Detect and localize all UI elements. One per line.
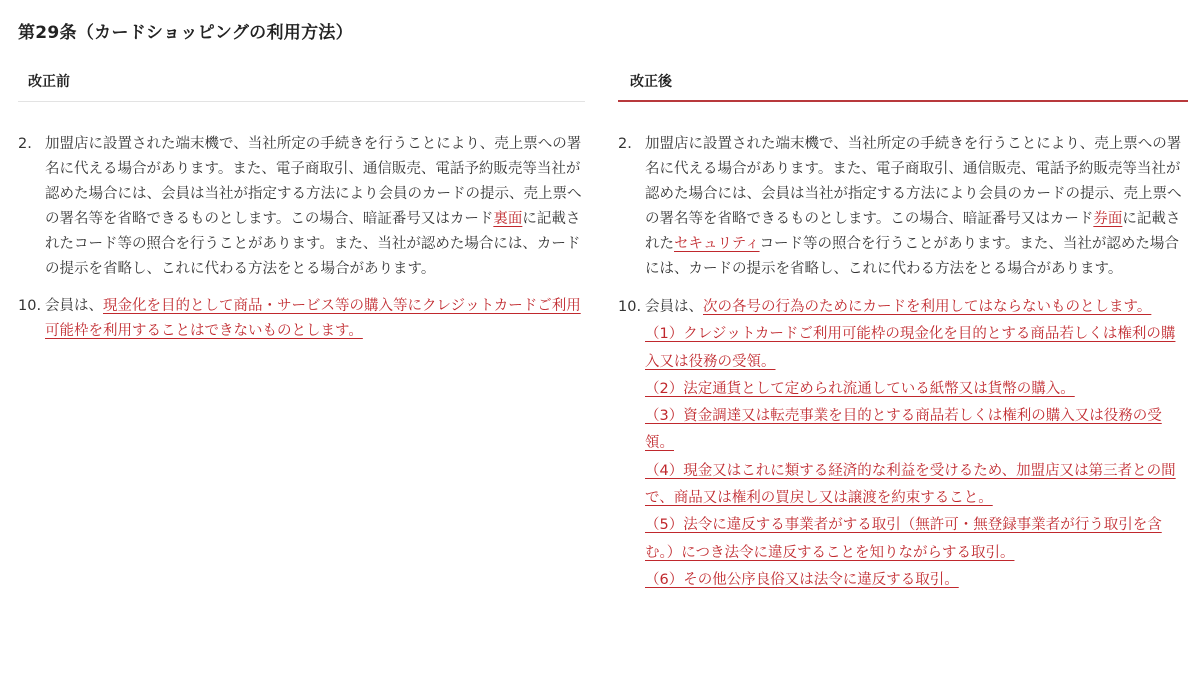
subitem-6: （6）その他公序良俗又は法令に違反する取引。 [645,571,959,588]
clause-2-after [618,132,1188,282]
clause-text: 会員は、 [45,298,103,314]
clause-list-before [18,132,585,344]
clause-10-before [18,294,585,344]
clause-text: コード等の照合を行うことがあります。また、当社が認めた場合には、カードの提示を省略し、これに代わる方法をとる場合があります。 [645,236,1179,277]
clause-text: に記載された [645,211,1181,252]
changed-text: 券面 [1093,211,1123,227]
subitem-3: （3）資金調達又は転売事業を目的とする商品若しくは権利の購入又は役務の受領。 [645,408,1162,452]
clause-10-after [618,294,1188,594]
subitem-4: （4）現金又はこれに類する経済的な利益を受けるため、加盟店又は第三者との間で、商品又は権利の買戻し又は譲渡を約束すること。 [645,462,1176,507]
clause-number: 10. [18,298,42,314]
clause-number: 2. [618,136,632,152]
subitem-2: （2）法定通貨として定められ流通している紙幣又は貨幣の購入。 [645,380,1075,397]
column-header-before: 改正前 [18,62,585,102]
clause-text: 会員は、 [645,299,703,315]
changed-text: セキュリティ [674,236,760,252]
changed-text: 現金化を目的として商品・サービス等の購入等にクレジットカードご利用可能枠を利用することはできないものとします。 [45,298,581,339]
subitem-1: （1）クレジットカードご利用可能枠の現金化を目的とする商品若しくは権利の購入又は役務の受領。 [645,326,1176,370]
changed-text: 次の各号の行為のためにカードを利用してはならないものとします。 [703,299,1152,315]
clause-2-before [18,132,585,282]
clause-text: に記載されたコード等の照合を行うことがあります。また、当社が認めた場合には、カードの提示を省略し、これに代わる方法をとる場合があります。 [45,211,581,277]
column-after-revision [618,62,1188,594]
column-before-revision [18,62,585,344]
column-header-after: 改正後 [618,62,1188,102]
changed-text: 裏面 [493,211,523,227]
article-title: 第29条（カードショッピングの利用方法） [18,23,353,43]
subitem-5: （5）法令に違反する事業者がする取引（無許可・無登録事業者が行う取引を含む。）につき法令に違反することを知りながらする取引。 [645,517,1162,561]
clause-number: 2. [18,136,32,152]
clause-number: 10. [618,299,642,315]
clause-text: 加盟店に設置された端末機で、当社所定の手続きを行うことにより、売上票への署名に代える場合があります。また、電子商取引、通信販売、電話予約販売等当社が認めた場合には、会員は当社が指定する方法により会員のカードの提示、売上票への署名等を省略できるものとします。この場合、暗証番号又はカード [645,136,1182,227]
clause-list-after [618,132,1188,594]
clause-text: 加盟店に設置された端末機で、当社所定の手続きを行うことにより、売上票への署名に代える場合があります。また、電子商取引、通信販売、電話予約販売等当社が認めた場合には、会員は当社が指定する方法により会員のカードの提示、売上票への署名等を省略できるものとします。この場合、暗証番号又はカード [45,136,582,227]
